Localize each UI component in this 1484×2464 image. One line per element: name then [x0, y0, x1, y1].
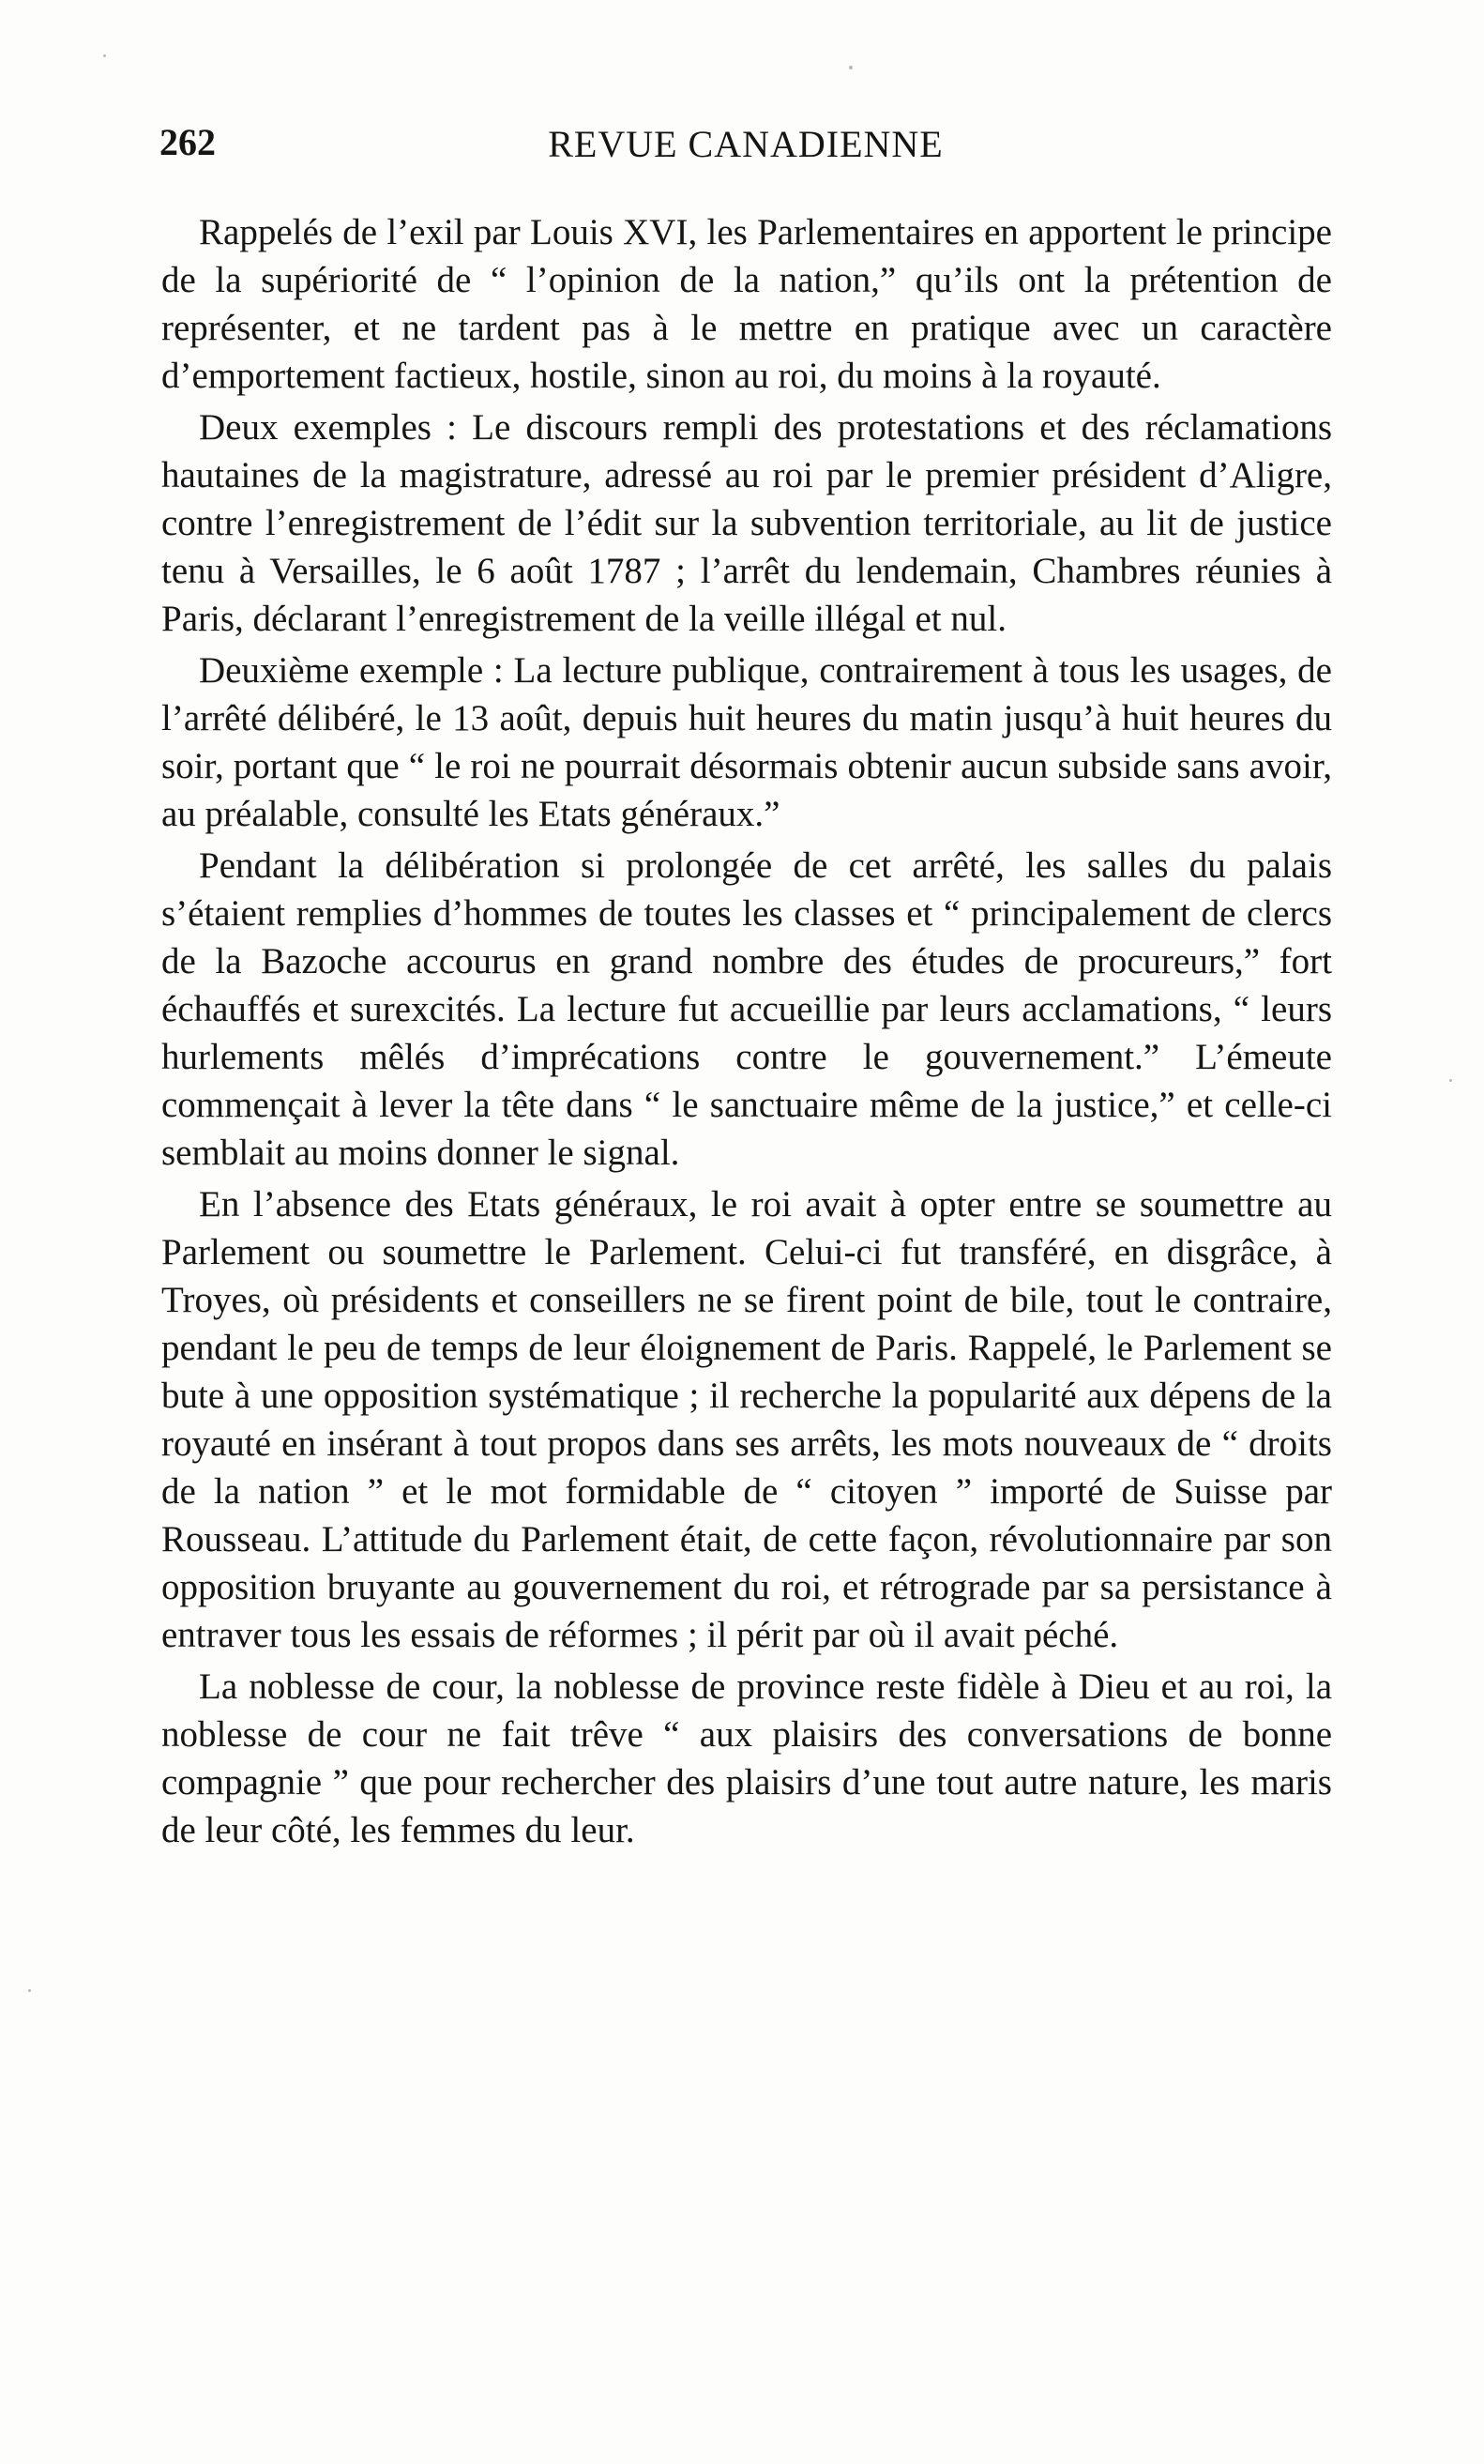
page-number: 262 [159, 121, 216, 163]
article-body [161, 208, 1332, 1858]
scan-speck [103, 54, 106, 57]
page-header [159, 120, 1332, 176]
paragraph: La noblesse de cour, la noblesse de province reste fidèle à Dieu et au roi, la noblesse de cour ne fait trêve “ aux plaisirs des conversations de bonne compagnie ” que pour rechercher des plaisirs d’une tout autre nature, les maris de leur côté, les femmes du leur. [161, 1666, 1332, 1850]
scan-speck [849, 66, 853, 69]
running-title: REVUE CANADIENNE [548, 123, 944, 165]
paragraph: Pendant la délibération si prolongée de cet arrêté, les salles du palais s’étaient remplies d’hommes de toutes les classes et “ principalement de clercs de la Bazoche accourus en grand nombre des études de procureurs,” fort échauffés et surexcités. La lecture fut accueillie par leurs acclamations, “ leurs hurlements mêlés d’imprécations contre le gouvernement.” L’émeute commençait à lever la tête dans “ le sanctuaire même de la justice,” et celle-ci semblait au moins donner le signal. [161, 845, 1332, 1173]
paragraph: Deux exemples : Le discours rempli des protestations et des réclamations hautaines de la magistrature, adressé au roi par le premier président d’Aligre, contre l’enregistrement de l’édit sur la subvention territoriale, au lit de justice tenu à Versailles, le 6 août 1787 ; l’arrêt du lendemain, Chambres réunies à Paris, déclarant l’enregistrement de la veille illégal et nul. [161, 407, 1332, 639]
scan-speck [28, 1989, 31, 1992]
paragraph: Rappelés de l’exil par Louis XVI, les Parlementaires en apportent le principe de la supériorité de “ l’opinion de la nation,” qu’ils ont la prétention de représenter, et ne tardent pas à le mettre en pratique avec un caractère d’emportement factieux, hostile, sinon au roi, du moins à la royauté. [161, 212, 1332, 396]
paragraph: Deuxième exemple : La lecture publique, contrairement à tous les usages, de l’arrêté délibéré, le 13 août, depuis huit heures du matin jusqu’à huit heures du soir, portant que “ le roi ne pourrait désormais obtenir aucun subside sans avoir, au préalable, consulté les Etats généraux.” [161, 650, 1332, 834]
scan-speck [1449, 1079, 1452, 1082]
paragraph: En l’absence des Etats généraux, le roi avait à opter entre se soumettre au Parlement ou soumettre le Parlement. Celui-ci fut transféré, en disgrâce, à Troyes, où présidents et conseillers ne se firent point de bile, tout le contraire, pendant le peu de temps de leur éloignement de Paris. Rappelé, le Parlement se bute à une opposition systématique ; il recherche la popularité aux dépens de la royauté en insérant à tout propos dans ses arrêts, les mots nouveaux de “ droits de la nation ” et le mot formidable de “ citoyen ” importé de Suisse par Rousseau. L’attitude du Parlement était, de cette façon, révolutionnaire par son opposition bruyante au gouvernement du roi, et rétrograde par sa persistance à entraver tous les essais de réformes ; il périt par où il avait péché. [161, 1184, 1332, 1655]
